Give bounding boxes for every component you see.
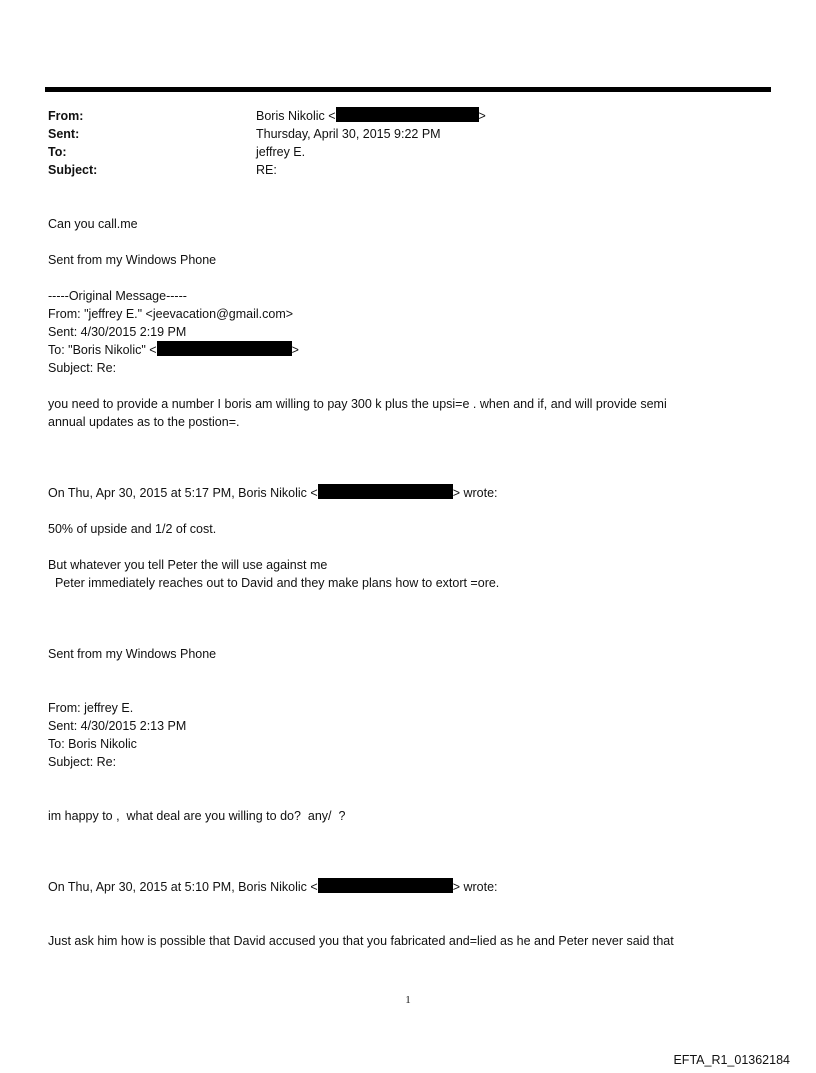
from-name: Boris Nikolic < xyxy=(256,109,336,123)
redaction-box xyxy=(336,107,479,122)
paragraph-3-line-2: Peter immediately reaches out to David and they make plans how to extort =ore. xyxy=(48,576,500,590)
paragraph-4: im happy to , what deal are you willing to do? any/ ? xyxy=(48,809,346,823)
redaction-box xyxy=(318,484,453,499)
original-subject: Subject: Re: xyxy=(48,361,117,375)
subject-label: Subject: xyxy=(48,163,98,177)
original-from: From: "jeffrey E." <jeevacation@gmail.com> xyxy=(48,307,294,321)
redaction-box xyxy=(318,878,453,893)
paragraph-1-line-2: annual updates as to the postion=. xyxy=(48,415,240,429)
header-rule xyxy=(45,87,771,92)
header2-from: From: jeffrey E. xyxy=(48,701,134,715)
subject-value: RE: xyxy=(256,163,277,177)
paragraph-1-line-1: you need to provide a number I boris am willing to pay 300 k plus the upsi=e . when and if, and will provide semi xyxy=(48,397,667,411)
quote-header-2 xyxy=(48,878,498,896)
redaction-box xyxy=(157,341,292,356)
header2-sent: Sent: 4/30/2015 2:13 PM xyxy=(48,719,187,733)
header2-to: To: Boris Nikolic xyxy=(48,737,137,751)
bates-number: EFTA_R1_01362184 xyxy=(673,1053,790,1067)
header2-subject: Subject: Re: xyxy=(48,755,117,769)
original-sent: Sent: 4/30/2015 2:19 PM xyxy=(48,325,187,339)
quote-2-suffix: > wrote: xyxy=(452,880,498,894)
original-message-marker: -----Original Message----- xyxy=(48,289,187,303)
quote-1-suffix: > wrote: xyxy=(452,486,498,500)
quote-2-prefix: On Thu, Apr 30, 2015 at 5:10 PM, Boris Nikolic < xyxy=(48,880,318,894)
page-number: 1 xyxy=(405,994,411,1006)
from-close: > xyxy=(478,109,486,123)
to-value: jeffrey E. xyxy=(256,145,306,159)
to-label: To: xyxy=(48,145,67,159)
sent-value: Thursday, April 30, 2015 9:22 PM xyxy=(256,127,441,141)
body-line-call: Can you call.me xyxy=(48,217,138,231)
from-value xyxy=(256,107,486,125)
quote-header-1 xyxy=(48,484,498,502)
signature-1: Sent from my Windows Phone xyxy=(48,253,217,267)
signature-2: Sent from my Windows Phone xyxy=(48,647,217,661)
paragraph-3-line-1: But whatever you tell Peter the will use against me xyxy=(48,558,328,572)
from-label: From: xyxy=(48,109,84,123)
quote-1-prefix: On Thu, Apr 30, 2015 at 5:17 PM, Boris Nikolic < xyxy=(48,486,318,500)
paragraph-2: 50% of upside and 1/2 of cost. xyxy=(48,522,217,536)
original-to-prefix: To: "Boris Nikolic" < xyxy=(48,343,157,357)
paragraph-5: Just ask him how is possible that David accused you that you fabricated and=lied as he and Peter never said that xyxy=(48,934,674,948)
sent-label: Sent: xyxy=(48,127,80,141)
original-to xyxy=(48,341,299,359)
original-to-suffix: > xyxy=(291,343,299,357)
